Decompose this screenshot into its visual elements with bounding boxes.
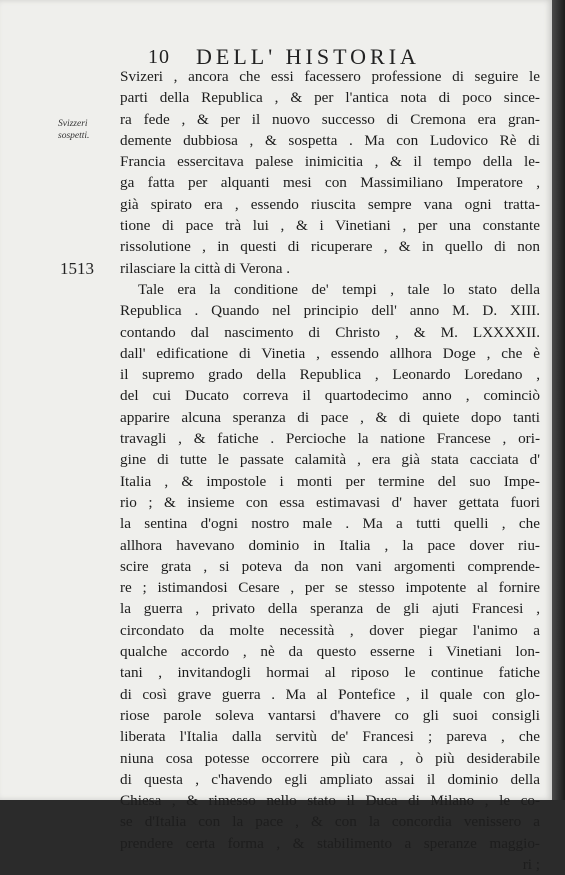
text-line: tione di pace trà lui , & i Vinetiani , per una constante bbox=[120, 217, 540, 235]
text-line: ga fatta per alquanti mesi con Massimiliano Imperatore , bbox=[120, 174, 540, 192]
text-line: parti della Republica , & per l'antica nota di poco since- bbox=[120, 89, 540, 107]
text-line: rio ; & insieme con essa estimavasi d' haver gettata fuori bbox=[120, 493, 540, 511]
margin-year: 1513 bbox=[60, 259, 94, 278]
text-line: la guerra , privato della speranza de gli ajuti Francesi , bbox=[120, 600, 540, 618]
text-line: tani , invitandogli hormai al riposo le continue fatiche bbox=[120, 664, 540, 682]
text-line: demente dubbiosa , & sospetta . Ma con Ludovico Rè di bbox=[120, 131, 540, 149]
text-line: gine di tutte le passate calamità , era già stata cacciata d' bbox=[120, 451, 540, 469]
text-line: allhora havevano dominio in Italia , la pace dover riu- bbox=[120, 536, 540, 554]
margin-note-line: Svizzeri bbox=[58, 119, 88, 129]
text-line: riose parole soleva vantarsi d'havere co gli suoi consigli bbox=[120, 706, 540, 724]
running-title: DELL' HISTORIA bbox=[196, 44, 420, 69]
text-line: travagli , & fatiche . Percioche la natione Francese , ori- bbox=[120, 430, 540, 448]
margin-note bbox=[58, 118, 114, 142]
text-line: ra fede , & per il nuovo successo di Cremona era gran- bbox=[120, 110, 540, 128]
text-line: rilasciare la città di Verona . bbox=[120, 259, 291, 277]
text-line: niuna cosa potesse occorrere più cara , ò più desiderabile bbox=[120, 749, 540, 767]
text-line: Francia essercitava palese inimicitia , & il tempo della le- bbox=[120, 153, 540, 171]
text-line: Chiesa , & rimesso nello stato il Duca di Milano , le co- bbox=[120, 792, 540, 810]
text-line: Tale era la conditione de' tempi , tale lo stato della bbox=[138, 280, 540, 298]
text-line: di questa , c'havendo egli ampliato assai il dominio della bbox=[120, 770, 540, 788]
margin-note-line: sospetti. bbox=[58, 131, 90, 141]
text-line: Svizeri , ancora che essi facessero professione di seguire le bbox=[120, 68, 540, 85]
text-line: ri ; bbox=[522, 855, 540, 873]
text-line: circondato da molte necessità , dover piegar l'animo a bbox=[120, 621, 540, 639]
book-spine-shadow bbox=[552, 0, 565, 800]
page-number: 10 bbox=[148, 46, 170, 68]
text-line: Italia , & impostole i monti per termine del suo Impe- bbox=[120, 472, 540, 490]
text-line: dall' edificatione di Vinetia , essendo allhora Doge , che è bbox=[120, 344, 540, 362]
text-line: scire grata , si poteva da non vani argomenti comprende- bbox=[120, 557, 540, 575]
text-line: di così grave guerra . Ma al Pontefice , il quale con glo- bbox=[120, 685, 540, 703]
text-line: liberata l'Italia dalla servitù de' Francesi ; pareva , che bbox=[120, 728, 540, 746]
text-line: Republica . Quando nel principio dell' anno M. D. XIII. bbox=[120, 302, 540, 320]
text-line: re ; istimandosi Cesare , per se stesso impotente al fornire bbox=[120, 579, 540, 597]
page-header bbox=[0, 42, 552, 68]
text-line: prendere certa forma , & stabilimento a speranze maggio- bbox=[120, 834, 540, 852]
text-line: già spirato era , essendo riuscita sempre vana ogni tratta- bbox=[120, 195, 540, 213]
text-line: del cui Ducato correva il quartodecimo anno , cominciò bbox=[120, 387, 540, 405]
text-line: il supremo grado della Republica , Leonardo Loredano , bbox=[120, 366, 540, 384]
text-line: qualche accordo , nè da questo esserne i Vinetiani lon- bbox=[120, 643, 540, 661]
text-line: rissolutione , in questi di ricuperare , & in quello di non bbox=[120, 238, 540, 256]
text-line: apparire alcuna speranza di pace , & di quiete dopo tanti bbox=[120, 408, 540, 426]
text-line: la sentina d'ogni nostro male . Ma a tutti quelli , che bbox=[120, 515, 540, 533]
body-text bbox=[120, 66, 540, 875]
text-line: contando dal nascimento di Christo , & M. LXXXXII. bbox=[120, 323, 540, 341]
text-line: se d'Italia con la pace , & con la concordia venissero a bbox=[120, 813, 540, 831]
